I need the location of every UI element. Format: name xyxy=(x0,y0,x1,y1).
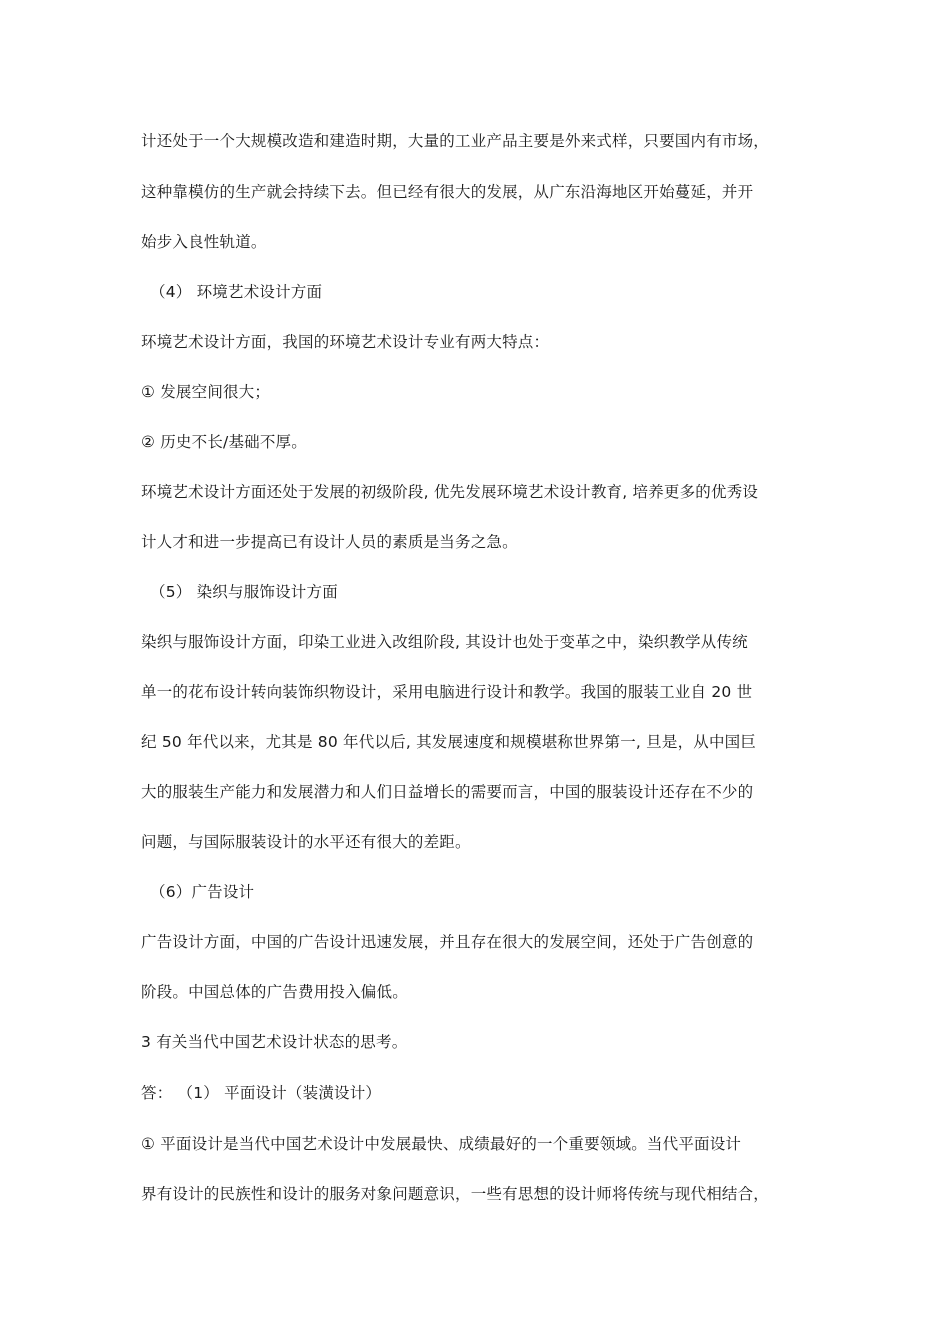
text-line: 广告设计方面，中国的广告设计迅速发展，并且存在很大的发展空间，还处于广告创意的 xyxy=(141,933,754,951)
text-line: 环境艺术设计方面还处于发展的初级阶段, 优先发展环境艺术设计教育, 培养更多的优秀设 xyxy=(141,483,759,501)
text-line: 始步入良性轨道。 xyxy=(141,233,267,251)
text-line: 纪 50 年代以来，尤其是 80 年代以后, 其发展速度和规模堪称世界第一, 旦是，从中国巨 xyxy=(141,733,757,751)
text-line: 计人才和进一步提高已有设计人员的素质是当务之急。 xyxy=(141,533,518,551)
text-line: 问题，与国际服装设计的水平还有很大的差距。 xyxy=(141,833,471,851)
text-line: 染织与服饰设计方面，印染工业进入改组阶段, 其设计也处于变革之中，染织教学从传统 xyxy=(141,633,748,651)
text-line: 计还处于一个大规模改造和建造时期，大量的工业产品主要是外来式样，只要国内有市场， xyxy=(141,132,770,150)
section-heading: （6）广告设计 xyxy=(150,883,255,901)
section-heading: （4） 环境艺术设计方面 xyxy=(150,283,323,301)
text-line: 大的服装生产能力和发展潜力和人们日益增长的需要而言，中国的服装设计还存在不少的 xyxy=(141,783,754,801)
text-line: 界有设计的民族性和设计的服务对象问题意识，一些有思想的设计师将传统与现代相结合， xyxy=(141,1185,770,1203)
list-item: ① 平面设计是当代中国艺术设计中发展最快、成绩最好的一个重要领域。当代平面设计 xyxy=(141,1135,742,1153)
text-line: 阶段。中国总体的广告费用投入偏低。 xyxy=(141,983,408,1001)
text-line: 环境艺术设计方面，我国的环境艺术设计专业有两大特点： xyxy=(141,333,550,351)
text-line: 这种靠模仿的生产就会持续下去。但已经有很大的发展，从广东沿海地区开始蔓延，并开 xyxy=(141,183,754,201)
list-item: ② 历史不长/基础不厚。 xyxy=(141,433,307,451)
list-item: ① 发展空间很大； xyxy=(141,383,271,401)
answer-heading: 答： （1） 平面设计（装潢设计） xyxy=(141,1084,382,1102)
text-line: 单一的花布设计转向装饰织物设计，采用电脑进行设计和教学。我国的服装工业自 20 世 xyxy=(141,683,753,701)
question-heading: 3 有关当代中国艺术设计状态的思考。 xyxy=(141,1033,408,1051)
section-heading: （5） 染织与服饰设计方面 xyxy=(150,583,338,601)
